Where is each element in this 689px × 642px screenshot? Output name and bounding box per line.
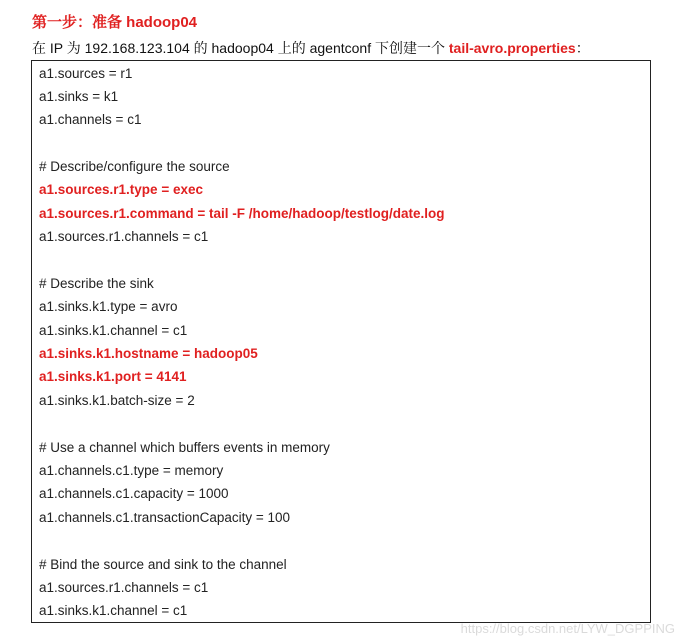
- config-line: a1.sinks.k1.channel = c1: [39, 603, 188, 618]
- config-line: a1.channels.c1.type = memory: [39, 463, 224, 478]
- intro-prefix: 在 IP 为 192.168.123.104 的 hadoop04 上的 agentconf 下创建一个: [32, 40, 449, 56]
- config-code-box: [31, 60, 651, 623]
- config-line: a1.channels.c1.transactionCapacity = 100: [39, 510, 291, 525]
- step-heading: 第一步：准备 hadoop04: [32, 14, 198, 31]
- config-line: a1.sinks.k1.channel = c1: [39, 323, 188, 338]
- config-line-highlight: a1.sources.r1.command = tail -F /home/hadoop/testlog/date.log: [39, 206, 445, 221]
- config-line: a1.sinks.k1.batch-size = 2: [39, 393, 195, 408]
- watermark: https://blog.csdn.net/LYW_DGPPING: [460, 621, 675, 636]
- intro-suffix: ：: [575, 40, 590, 56]
- config-filename: tail-avro.properties: [448, 40, 576, 56]
- config-line: a1.sources = r1: [39, 66, 133, 81]
- config-line-highlight: a1.sinks.k1.port = 4141: [39, 369, 187, 384]
- config-line: a1.channels.c1.capacity = 1000: [39, 486, 229, 501]
- config-line: a1.sources.r1.channels = c1: [39, 229, 209, 244]
- config-comment: # Bind the source and sink to the channel: [39, 557, 287, 572]
- config-line: a1.channels = c1: [39, 112, 142, 127]
- config-line-highlight: a1.sinks.k1.hostname = hadoop05: [39, 346, 258, 361]
- config-comment: # Use a channel which buffers events in memory: [39, 440, 330, 455]
- config-comment: # Describe the sink: [39, 276, 154, 291]
- config-comment: # Describe/configure the source: [39, 159, 230, 174]
- config-line-highlight: a1.sources.r1.type = exec: [39, 182, 203, 197]
- config-line: a1.sinks = k1: [39, 89, 119, 104]
- intro-text: [32, 38, 590, 58]
- config-line: a1.sinks.k1.type = avro: [39, 299, 178, 314]
- config-line: a1.sources.r1.channels = c1: [39, 580, 209, 595]
